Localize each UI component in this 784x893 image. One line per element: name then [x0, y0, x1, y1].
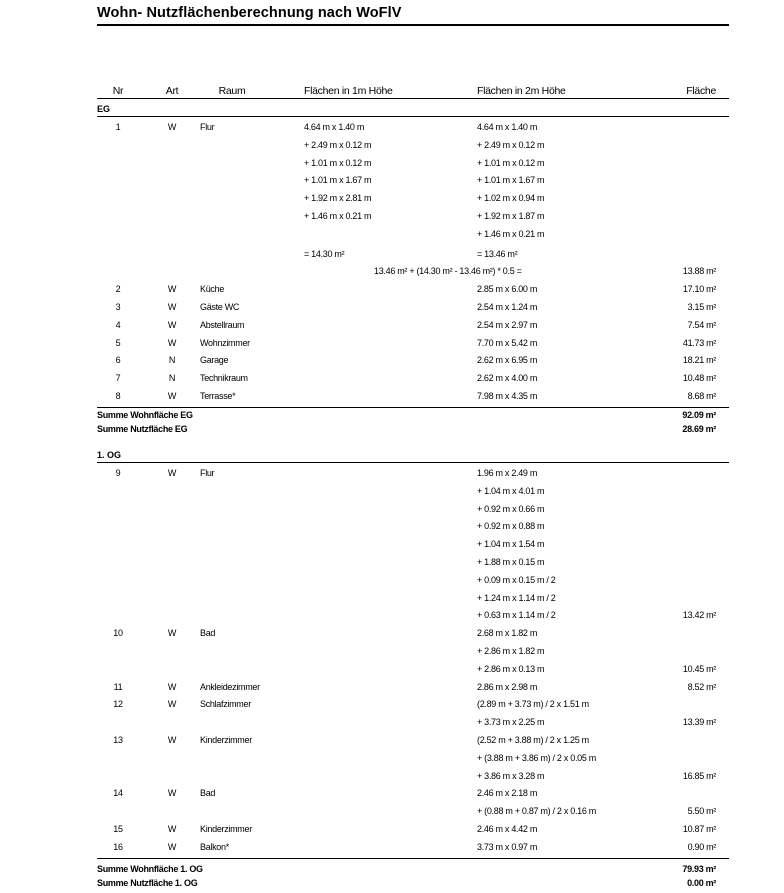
row-raum: Flur [200, 468, 215, 478]
f2-term: + 1.02 m x 0.94 m [477, 193, 545, 204]
sum-wohn-eg-label: Summe Wohnfläche EG [97, 410, 193, 420]
row-flaeche: 8.68 m² [687, 391, 716, 401]
row-raum: Gäste WC [200, 302, 240, 312]
col-header-art: Art [165, 85, 179, 97]
row-raum: Garage [200, 355, 229, 366]
row-raum: Wohnzimmer [200, 337, 250, 348]
row-flaeche: 10.45 m² [682, 663, 716, 674]
row-flaeche: 0.90 m² [687, 841, 716, 852]
row-flaeche: 8.52 m² [687, 681, 716, 692]
row-art: W [167, 319, 177, 330]
row-art: W [167, 468, 177, 478]
row-flaeche: 10.48 m² [682, 373, 716, 384]
og-end-rule [97, 858, 729, 859]
f2-term: 2.54 m x 1.24 m [477, 302, 538, 312]
f1-term: + 1.46 m x 0.21 m [304, 211, 372, 221]
row-raum: Bad [200, 788, 216, 799]
row-raum: Abstellraum [200, 319, 245, 330]
row-nr: 3 [115, 302, 121, 312]
row-raum: Terrasse* [200, 391, 236, 401]
row-nr: 11 [113, 681, 123, 692]
row-nr: 12 [113, 699, 123, 710]
row-raum: Kinderzimmer [200, 824, 252, 834]
f1-term: + 1.01 m x 0.12 m [304, 157, 372, 168]
f2-term: 2.46 m x 4.42 m [477, 824, 538, 834]
row-nr: 14 [113, 788, 123, 799]
f2-term: + 0.92 m x 0.66 m [477, 503, 545, 514]
f2-term: + 1.01 m x 1.67 m [477, 175, 545, 186]
row-nr: 8 [115, 391, 121, 401]
col-header-f1: Flächen in 1m Höhe [304, 85, 393, 97]
col-header-raum: Raum [218, 85, 246, 97]
f2-term: (2.52 m + 3.88 m) / 2 x 1.25 m [477, 735, 589, 745]
f1-term: 4.64 m x 1.40 m [304, 122, 365, 132]
col-header-f2: Flächen in 2m Höhe [477, 85, 566, 97]
row-raum: Flur [200, 122, 215, 132]
row-nr: 13 [113, 735, 123, 745]
page-title: Wohn- Nutzflächenberechnung nach WoFlV [97, 5, 402, 21]
row-nr: 16 [113, 841, 123, 852]
row-flaeche: 13.88 m² [682, 266, 716, 277]
f2-term: + 1.04 m x 4.01 m [477, 485, 545, 496]
f2-term: + 1.88 m x 0.15 m [477, 557, 545, 567]
col-header-flaeche: Fläche [686, 85, 716, 97]
f2-term: 2.54 m x 2.97 m [477, 319, 538, 330]
row-art: W [167, 284, 177, 295]
row-flaeche: 18.21 m² [682, 355, 716, 366]
f2-term: + (3.88 m + 3.86 m) / 2 x 0.05 m [477, 752, 596, 763]
f2-term: + 1.46 m x 0.21 m [477, 228, 545, 239]
row-nr: 6 [115, 355, 121, 366]
f1-term: + 1.92 m x 2.81 m [304, 193, 372, 204]
title-rule [97, 24, 729, 26]
f2-term: + 0.92 m x 0.88 m [477, 521, 545, 532]
f2-term: 7.98 m x 4.35 m [477, 391, 538, 401]
f1-term: + 1.01 m x 1.67 m [304, 175, 372, 186]
row-nr: 1 [115, 122, 121, 132]
f2-term: + 1.01 m x 0.12 m [477, 157, 545, 168]
row-raum: Küche [200, 284, 225, 295]
row-art: W [167, 628, 177, 639]
f2-term: 1.96 m x 2.49 m [477, 468, 538, 478]
f2-term: 2.68 m x 1.82 m [477, 628, 538, 639]
f2-term: 2.86 m x 2.98 m [477, 681, 538, 692]
row-nr: 9 [115, 468, 121, 478]
eg-end-rule [97, 407, 729, 408]
section-og-label: 1. OG [97, 450, 122, 460]
f2-term: + 3.73 m x 2.25 m [477, 717, 545, 728]
f2-term: 2.62 m x 4.00 m [477, 373, 538, 384]
row-art: W [167, 337, 177, 348]
row-flaeche: 13.39 m² [682, 717, 716, 728]
f2-term: (2.89 m + 3.73 m) / 2 x 1.51 m [477, 699, 589, 710]
f2-term: + 2.49 m x 0.12 m [477, 139, 545, 150]
row-flaeche: 7.54 m² [687, 319, 716, 330]
row-nr: 2 [115, 284, 121, 295]
f2-term: + 0.63 m x 1.14 m / 2 [477, 610, 556, 621]
row-flaeche: 41.73 m² [682, 337, 716, 348]
f2-term: + 3.86 m x 3.28 m [477, 770, 545, 781]
f2-term: 4.64 m x 1.40 m [477, 122, 538, 132]
f2-term: + (0.88 m + 0.87 m) / 2 x 0.16 m [477, 806, 596, 817]
row-art: W [167, 841, 177, 852]
sum-wohn-og-value: 79.93 m² [682, 864, 716, 874]
row-art: N [168, 373, 176, 384]
sum-wohn-eg-value: 92.09 m² [682, 410, 716, 420]
row-flaeche: 17.10 m² [682, 284, 716, 295]
header-rule [97, 98, 729, 99]
col-header-nr: Nr [112, 85, 124, 97]
row-raum: Kinderzimmer [200, 735, 252, 745]
f2-term: + 1.04 m x 1.54 m [477, 539, 545, 550]
row-art: W [167, 788, 177, 799]
row-art: W [167, 824, 177, 834]
row-art: N [168, 355, 176, 366]
f2-term: + 1.24 m x 1.14 m / 2 [477, 592, 556, 603]
f1-term: + 2.49 m x 0.12 m [304, 139, 372, 150]
row-nr: 4 [115, 319, 121, 330]
row-art: W [167, 302, 177, 312]
flur-formula: 13.46 m² + (14.30 m² - 13.46 m²) * 0.5 = [374, 266, 522, 277]
f1-sum: = 14.30 m² [304, 248, 345, 259]
f2-term: 2.62 m x 6.95 m [477, 355, 538, 366]
f2-term: + 0.09 m x 0.15 m / 2 [477, 574, 556, 585]
f2-term: 3.73 m x 0.97 m [477, 841, 538, 852]
section-eg-label: EG [97, 104, 111, 114]
row-art: W [167, 681, 177, 692]
row-nr: 7 [115, 373, 121, 384]
row-raum: Ankleidezimmer [200, 681, 260, 692]
row-flaeche: 16.85 m² [682, 770, 716, 781]
row-art: W [167, 735, 177, 745]
row-art: W [167, 391, 177, 401]
f2-sum: = 13.46 m² [477, 248, 518, 259]
sum-nutz-og-label: Summe Nutzfläche 1. OG [97, 878, 198, 888]
row-raum: Balkon* [200, 841, 229, 852]
row-flaeche: 13.42 m² [682, 610, 716, 621]
sum-wohn-og-label: Summe Wohnfläche 1. OG [97, 864, 203, 874]
row-raum: Technikraum [200, 373, 248, 384]
sum-nutz-eg-value: 28.69 m² [682, 424, 716, 434]
f2-term: 2.85 m x 6.00 m [477, 284, 538, 295]
f2-term: + 2.86 m x 1.82 m [477, 646, 545, 656]
section-eg-rule [97, 116, 729, 117]
sum-nutz-eg-label: Summe Nutzfläche EG [97, 424, 188, 434]
f2-term: + 2.86 m x 0.13 m [477, 663, 545, 674]
sum-nutz-og-value: 0.00 m² [687, 878, 716, 888]
row-flaeche: 10.87 m² [682, 824, 716, 834]
row-nr: 15 [113, 824, 123, 834]
row-flaeche: 3.15 m² [687, 302, 716, 312]
row-raum: Schlafzimmer [200, 699, 251, 710]
row-art: W [167, 122, 177, 132]
row-nr: 5 [115, 337, 121, 348]
f2-term: 7.70 m x 5.42 m [477, 337, 538, 348]
f2-term: 2.46 m x 2.18 m [477, 788, 538, 799]
f2-term: + 1.92 m x 1.87 m [477, 211, 545, 221]
row-nr: 10 [113, 628, 123, 639]
row-raum: Bad [200, 628, 216, 639]
section-og-rule [97, 462, 729, 463]
row-flaeche: 5.50 m² [687, 806, 716, 817]
row-art: W [167, 699, 177, 710]
